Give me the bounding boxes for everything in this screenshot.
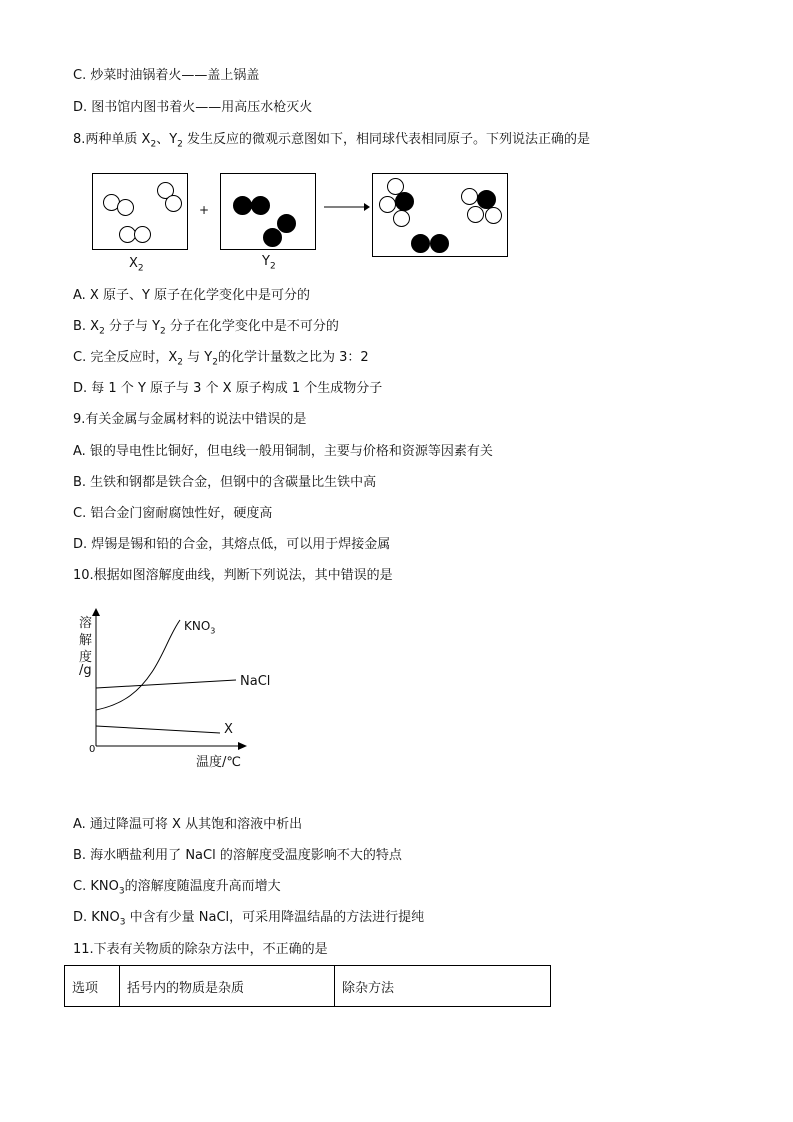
q7-option-d: D. 图书馆内图书着火——用高压水枪灭火: [73, 100, 313, 115]
q8-option-c: C. 完全反应时，$X_2$ 与 $Y_2$的化学计量数之比为 3：2: [73, 350, 369, 368]
y-atom: [251, 196, 270, 215]
x-atom: [467, 206, 484, 223]
impurity-table: [64, 965, 551, 1007]
table-header-cell: 括号内的物质是杂质: [120, 966, 335, 1007]
q8-option-b: B. $X_2$ 分子与 $Y_2$ 分子在化学变化中是不可分的: [73, 319, 339, 337]
table-header-cell: 除杂方法: [335, 966, 551, 1007]
kno3-label: $KNO_3$: [184, 619, 216, 636]
y-axis-label-char: /g: [79, 663, 92, 678]
y2-box: [220, 173, 316, 250]
x-atom: [134, 226, 151, 243]
q9-option-c: C. 铝合金门窗耐腐蚀性好，硬度高: [73, 506, 273, 521]
x-atom: [117, 199, 134, 216]
q9-stem: 9.有关金属与金属材料的说法中错误的是: [73, 412, 307, 427]
q8-option-a: A. X 原子、Y 原子在化学变化中是可分的: [73, 288, 311, 303]
q7-option-c: C. 炒菜时油锅着火——盖上锅盖: [73, 68, 260, 83]
q10-option-d: D. $KNO_3$ 中含有少量 NaCl，可采用降温结晶的方法进行提纯: [73, 910, 425, 928]
plus-sign: +: [199, 203, 210, 217]
table-header-cell: 选项: [65, 966, 120, 1007]
y-axis-arrow: [92, 608, 100, 616]
y-atom: [411, 234, 430, 253]
y-axis-label-char: 度: [79, 650, 93, 665]
q9-option-b: B. 生铁和钢都是铁合金，但钢中的含碳量比生铁中高: [73, 475, 377, 490]
table-header-row: [65, 966, 551, 1007]
q9-option-a: A. 银的导电性比铜好，但电线一般用铜制，主要与价格和资源等因素有关: [73, 444, 493, 459]
y2-label: $Y_2$: [262, 254, 276, 272]
q11-stem: 11.下表有关物质的除杂方法中，不正确的是: [73, 942, 328, 957]
x-atom: [461, 188, 478, 205]
origin-label: 0: [89, 744, 96, 755]
nacl-label: NaCl: [240, 674, 271, 689]
y-atom: [430, 234, 449, 253]
x2-box: [92, 173, 188, 250]
q10-option-a: A. 通过降温可将 X 从其饱和溶液中析出: [73, 817, 303, 832]
x-axis-label: 温度/℃: [196, 755, 241, 770]
reaction-arrow: [320, 200, 370, 214]
x-atom: [165, 195, 182, 212]
kno3-curve: [96, 620, 180, 710]
x2-label: $X_2$: [129, 256, 144, 274]
x-atom: [379, 196, 396, 213]
y-atom: [233, 196, 252, 215]
y-atom: [477, 190, 496, 209]
y-atom: [277, 214, 296, 233]
y-axis-label-char: 溶: [79, 616, 93, 631]
x-line: [96, 726, 220, 733]
q10-option-b: B. 海水晒盐利用了 NaCl 的溶解度受温度影响不大的特点: [73, 848, 402, 863]
x-atom: [485, 207, 502, 224]
x-axis-arrow: [238, 742, 247, 750]
product-box: [372, 173, 508, 257]
x-atom: [393, 210, 410, 227]
y-atom: [263, 228, 282, 247]
q10-stem: 10.根据如图溶解度曲线，判断下列说法，其中错误的是: [73, 568, 393, 583]
y-atom: [395, 192, 414, 211]
q10-option-c: C. $KNO_3$的溶解度随温度升高而增大: [73, 879, 281, 897]
y-axis-label-char: 解: [79, 633, 93, 648]
q8-option-d: D. 每 1 个 Y 原子与 3 个 X 原子构成 1 个生成物分子: [73, 381, 383, 396]
q9-option-d: D. 焊锡是锡和铅的合金，其熔点低，可以用于焊接金属: [73, 537, 391, 552]
x-series-label: X: [224, 722, 233, 737]
nacl-line: [96, 680, 236, 688]
q8-stem: 8.两种单质 $X_2$、$Y_2$ 发生反应的微观示意图如下，相同球代表相同原子。下列说法正确的是: [73, 132, 591, 150]
